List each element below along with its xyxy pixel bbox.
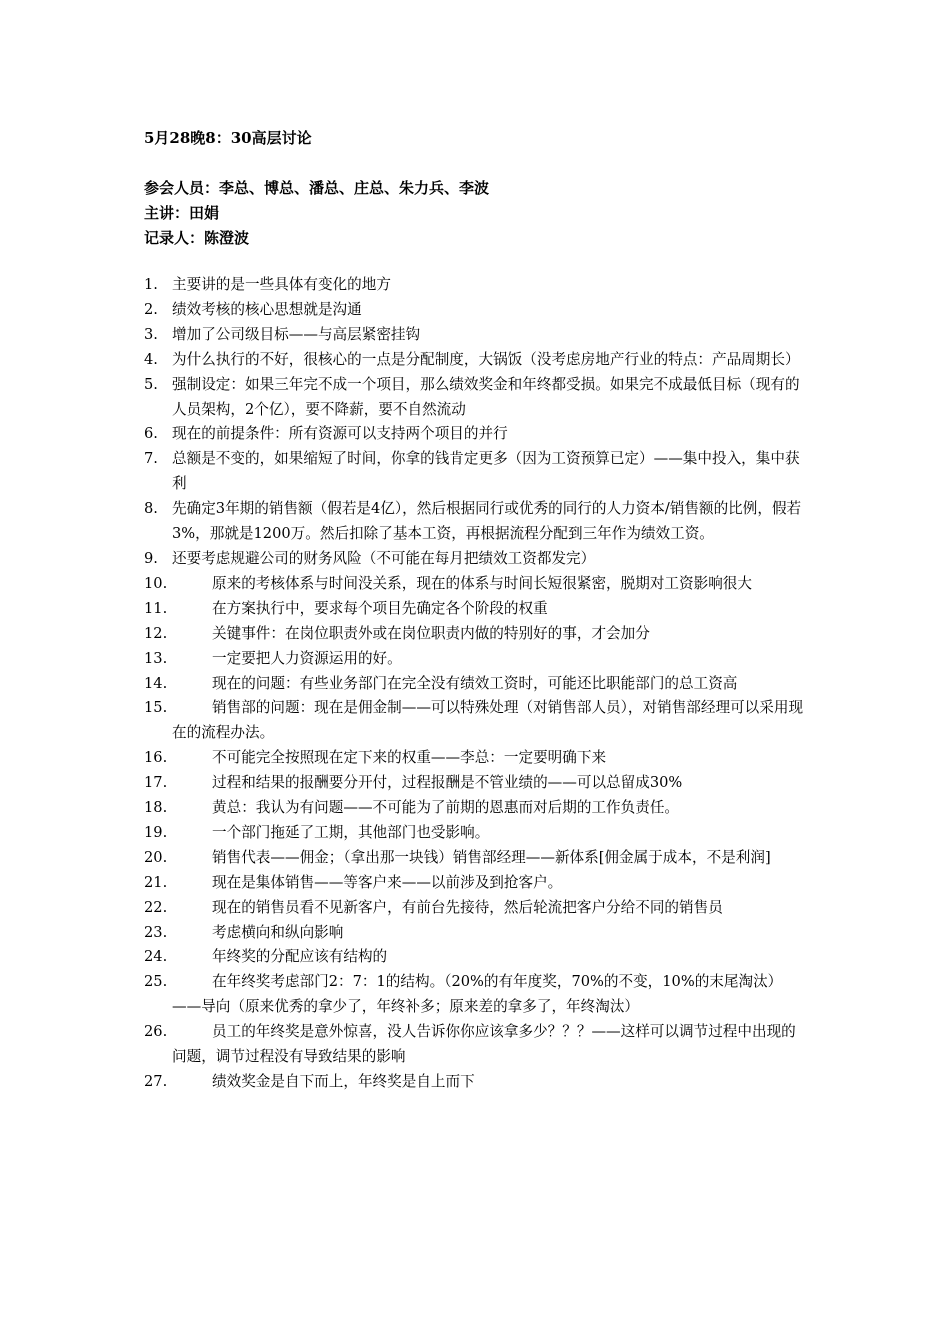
- list-item-text: 销售代表——佣金；（拿出那一块钱）销售部经理——新体系[佣金属于成本，不是利润]: [212, 848, 771, 866]
- list-item-number: 17.: [144, 774, 168, 792]
- list-item-number: 4.: [144, 350, 158, 368]
- recorder-line: 记录人：陈澄波: [144, 229, 250, 247]
- list-item: [144, 821, 809, 846]
- list-item-text: 考虑横向和纵向影响: [212, 923, 344, 941]
- list-item-number: 15.: [144, 699, 168, 717]
- list-item-number: 25.: [144, 973, 168, 991]
- list-item: [144, 846, 809, 871]
- list-item: [144, 672, 809, 697]
- list-item-text: 还要考虑规避公司的财务风险（不可能在每月把绩效工资都发完）: [172, 549, 596, 567]
- list-item: [144, 547, 809, 572]
- list-item: [144, 896, 809, 921]
- document-title: 5月28晚8：30高层讨论: [144, 129, 312, 147]
- list-item: [144, 771, 809, 796]
- list-item: [144, 273, 809, 298]
- list-item-text: 黄总：我认为有问题——不可能为了前期的恩惠而对后期的工作负责任。: [212, 799, 680, 817]
- attendees-line: 参会人员：李总、博总、潘总、庄总、朱力兵、李波: [144, 179, 490, 197]
- list-item-number: 13.: [144, 649, 168, 667]
- list-item-number: 22.: [144, 898, 168, 916]
- list-item-number: 20.: [144, 848, 168, 866]
- list-item-text: 主要讲的是一些具体有变化的地方: [172, 276, 391, 293]
- list-item: [144, 746, 809, 771]
- list-item-text: 先确定3年期的销售额（假若是4亿），然后根据同行或优秀的同行的人力资本/销售额的比例，假若3%，那就是1200万。然后扣除了基本工资，再根据流程分配到三年作为绩效工资。: [172, 500, 802, 543]
- list-item: [144, 871, 809, 896]
- list-item-text: 一个部门拖延了工期，其他部门也受影响。: [212, 823, 490, 841]
- list-item: [144, 298, 809, 323]
- list-item-text: 现在的问题：有些业务部门在完全没有绩效工资时，可能还比职能部门的总工资高: [212, 674, 738, 692]
- list-item-text: 强制设定：如果三年完不成一个项目，那么绩效奖金和年终都受损。如果完不成最低目标（现有的人员架构，2个亿），要不降薪，要不自然流动: [172, 375, 800, 418]
- list-item-number: 8.: [144, 500, 158, 518]
- list-item: [144, 1070, 809, 1095]
- list-item-number: 24.: [144, 948, 168, 966]
- minutes-list: [144, 273, 809, 1095]
- list-item-number: 7.: [144, 450, 158, 468]
- list-item-number: 3.: [144, 325, 158, 343]
- list-item-text: 现在是集体销售——等客户来——以前涉及到抢客户。: [212, 873, 563, 891]
- list-item-number: 9.: [144, 549, 158, 567]
- list-item-text: 原来的考核体系与时间没关系，现在的体系与时间长短很紧密，脱期对工资影响很大: [212, 574, 752, 592]
- list-item: [144, 945, 809, 970]
- list-item-text: 现在的销售员看不见新客户，有前台先接待，然后轮流把客户分给不同的销售员: [212, 898, 723, 916]
- list-item-text: 过程和结果的报酬要分开付，过程报酬是不管业绩的——可以总留成30%: [212, 774, 683, 792]
- list-item-number: 10.: [144, 574, 168, 592]
- list-item: [144, 348, 809, 373]
- list-item-number: 19.: [144, 823, 168, 841]
- list-item-text: 增加了公司级目标——与高层紧密挂钩: [172, 325, 421, 343]
- list-item-number: 1.: [144, 276, 158, 293]
- list-item: [144, 323, 809, 348]
- list-item-text: 年终奖的分配应该有结构的: [212, 948, 388, 966]
- list-item: [144, 572, 809, 597]
- meeting-info: [144, 176, 809, 251]
- list-item: [144, 696, 809, 746]
- list-item: [144, 447, 809, 497]
- document-page: [144, 126, 809, 1111]
- list-item-number: 6.: [144, 425, 158, 443]
- list-item: [144, 497, 809, 547]
- list-item-text: 关键事件：在岗位职责外或在岗位职责内做的特别好的事，才会加分: [212, 624, 650, 642]
- list-item: [144, 970, 809, 1020]
- list-item-number: 27.: [144, 1073, 168, 1090]
- list-item-text: 绩效奖金是自下而上，年终奖是自上而下: [212, 1073, 475, 1090]
- list-item: [144, 1020, 809, 1070]
- list-item: [144, 622, 809, 647]
- list-item-text: 在年终奖考虑部门2：7：1的结构。（20%的有年度奖，70%的不变，10%的末尾淘汰）——导向（原来优秀的拿少了，年终补多；原来差的拿多了，年终淘汰）: [172, 973, 783, 1016]
- list-item: [144, 921, 809, 946]
- list-item-number: 16.: [144, 749, 168, 767]
- list-item: [144, 373, 809, 423]
- list-item-number: 12.: [144, 624, 168, 642]
- list-item: [144, 647, 809, 672]
- list-item-text: 为什么执行的不好，很核心的一点是分配制度，大锅饭（没考虑房地产行业的特点：产品周期长）: [172, 350, 800, 368]
- list-item-number: 26.: [144, 1023, 168, 1041]
- list-item-text: 不可能完全按照现在定下来的权重——李总：一定要明确下来: [212, 749, 607, 767]
- list-item-text: 绩效考核的核心思想就是沟通: [172, 300, 362, 318]
- list-item-number: 21.: [144, 873, 168, 891]
- list-item-text: 销售部的问题：现在是佣金制——可以特殊处理（对销售部人员），对销售部经理可以采用现在的流程办法。: [172, 699, 804, 742]
- list-item-text: 现在的前提条件：所有资源可以支持两个项目的并行: [172, 425, 508, 443]
- list-item-text: 总额是不变的，如果缩短了时间，你拿的钱肯定更多（因为工资预算已定）——集中投入，集中获利: [172, 450, 800, 493]
- speaker-line: 主讲：田娟: [144, 204, 220, 222]
- list-item-number: 5.: [144, 375, 158, 393]
- list-item: [144, 422, 809, 447]
- list-item-number: 18.: [144, 799, 168, 817]
- list-item-text: 员工的年终奖是意外惊喜，没人告诉你你应该拿多少？？？——这样可以调节过程中出现的问题，调节过程没有导致结果的影响: [172, 1023, 796, 1066]
- list-item-number: 11.: [144, 599, 168, 617]
- list-item-text: 一定要把人力资源运用的好。: [212, 649, 402, 667]
- list-item: [144, 796, 809, 821]
- list-item-number: 23.: [144, 923, 168, 941]
- list-item-number: 14.: [144, 674, 168, 692]
- list-item-number: 2.: [144, 300, 158, 318]
- list-item: [144, 597, 809, 622]
- list-item-text: 在方案执行中，要求每个项目先确定各个阶段的权重: [212, 599, 548, 617]
